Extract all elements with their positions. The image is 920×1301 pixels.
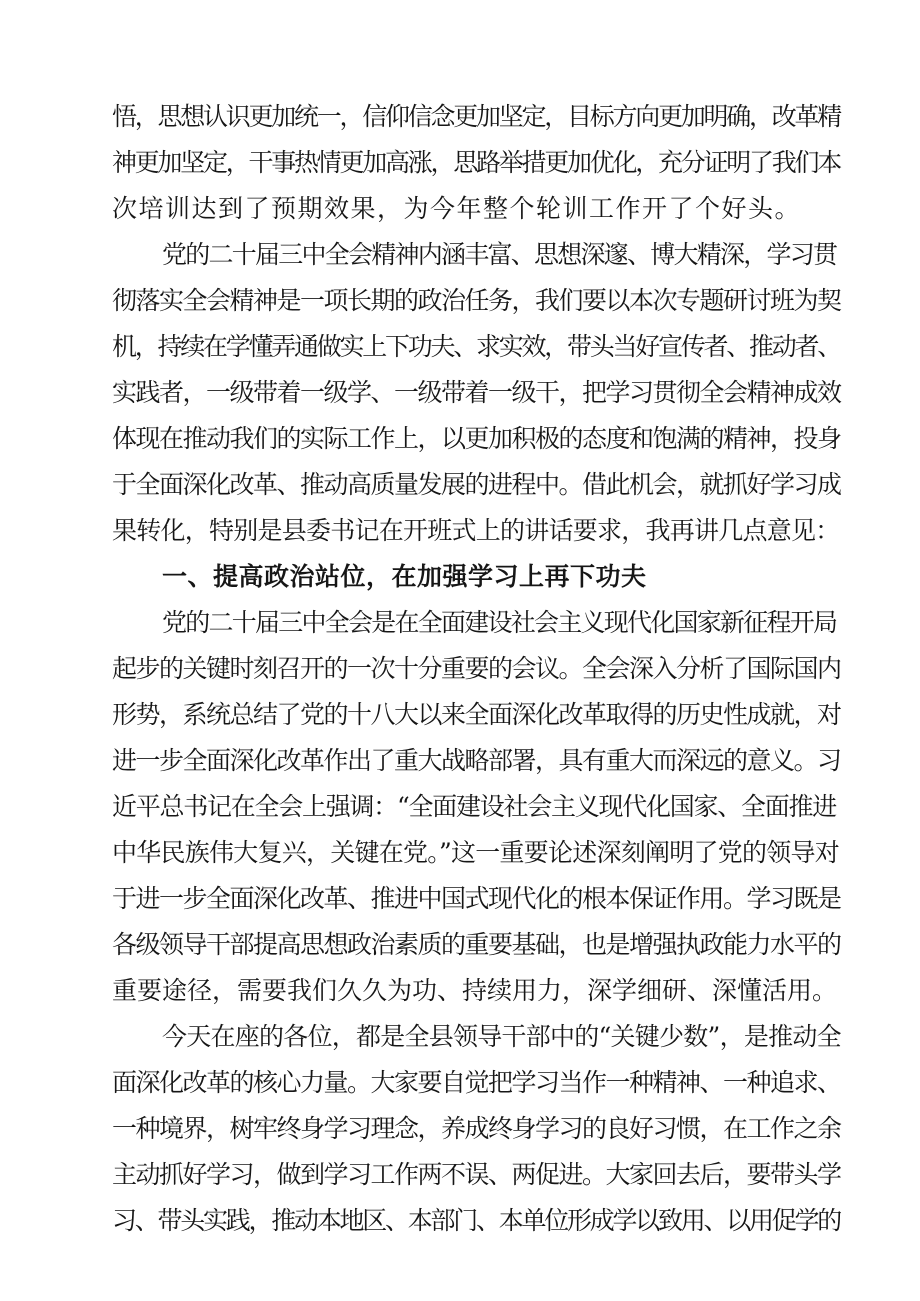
text-line: 果转化，特别是县委书记在开班式上的讲话要求，我再讲几点意见：	[112, 516, 840, 545]
text-line: 今天在座的各位，都是全县领导干部中的“关键少数”，是推动全	[162, 1022, 841, 1051]
text-line: 实践者，一级带着一级学、一级带着一级干，把学习贯彻全会精神成效	[112, 378, 841, 407]
text-line: 各级领导干部提高思想政治素质的重要基础，也是增强执政能力水平的	[112, 930, 841, 959]
text-line: 彻落实全会精神是一项长期的政治任务，我们要以本次专题研讨班为契	[112, 286, 841, 315]
text-line: 中华民族伟大复兴，关键在党。”这一重要论述深刻阐明了党的领导对	[112, 838, 840, 867]
text-line: 主动抓好学习，做到学习工作两不误、两促进。大家回去后，要带头学	[112, 1160, 841, 1189]
paragraph-plenary-spirit	[112, 232, 842, 554]
text-line: 进一步全面深化改革作出了重大战略部署，具有重大而深远的意义。习	[112, 746, 841, 775]
document-body	[112, 94, 842, 1244]
text-line: 机，持续在学懂弄通做实上下功夫、求实效，带头当好宣传者、推动者、	[112, 332, 841, 361]
text-line: 体现在推动我们的实际工作上，以更加积极的态度和饱满的精神，投身	[112, 424, 841, 453]
paragraph-key-minority	[112, 1014, 842, 1244]
text-line: 重要途径，需要我们久久为功、持续用力，深学细研、深懂活用。	[112, 976, 838, 1005]
paragraph-plenary-significance	[112, 600, 842, 1014]
text-line: 一种境界，树牢终身学习理念，养成终身学习的良好习惯，在工作之余	[112, 1114, 841, 1143]
text-line: 近平总书记在全会上强调：“全面建设社会主义现代化国家、全面推进	[112, 792, 837, 821]
section-heading: 一、提高政治站位，在加强学习上再下功夫	[162, 562, 647, 591]
text-line: 党的二十届三中全会精神内涵丰富、思想深邃、博大精深，学习贯	[162, 240, 837, 269]
text-line: 次培训达到了预期效果，为今年整个轮训工作开了个好头。	[112, 194, 802, 223]
text-line: 于全面深化改革、推动高质量发展的进程中。借此机会，就抓好学习成	[112, 470, 841, 499]
text-line: 形势，系统总结了党的十八大以来全面深化改革取得的历史性成就，对	[112, 700, 841, 729]
text-line: 悟，思想认识更加统一，信仰信念更加坚定，目标方向更加明确，改革精	[112, 102, 841, 131]
text-line: 于进一步全面深化改革、推进中国式现代化的根本保证作用。学习既是	[112, 884, 841, 913]
text-line: 神更加坚定，干事热情更加高涨，思路举措更加优化，充分证明了我们本	[112, 148, 841, 177]
text-line: 起步的关键时刻召开的一次十分重要的会议。全会深入分析了国际国内	[112, 654, 841, 683]
text-line: 面深化改革的核心力量。大家要自觉把学习当作一种精神、一种追求、	[112, 1068, 841, 1097]
text-line: 党的二十届三中全会是在全面建设社会主义现代化国家新征程开局	[162, 608, 837, 637]
paragraph-continued	[112, 94, 842, 232]
text-line: 习、带头实践，推动本地区、本部门、本单位形成学以致用、以用促学的	[112, 1206, 841, 1235]
